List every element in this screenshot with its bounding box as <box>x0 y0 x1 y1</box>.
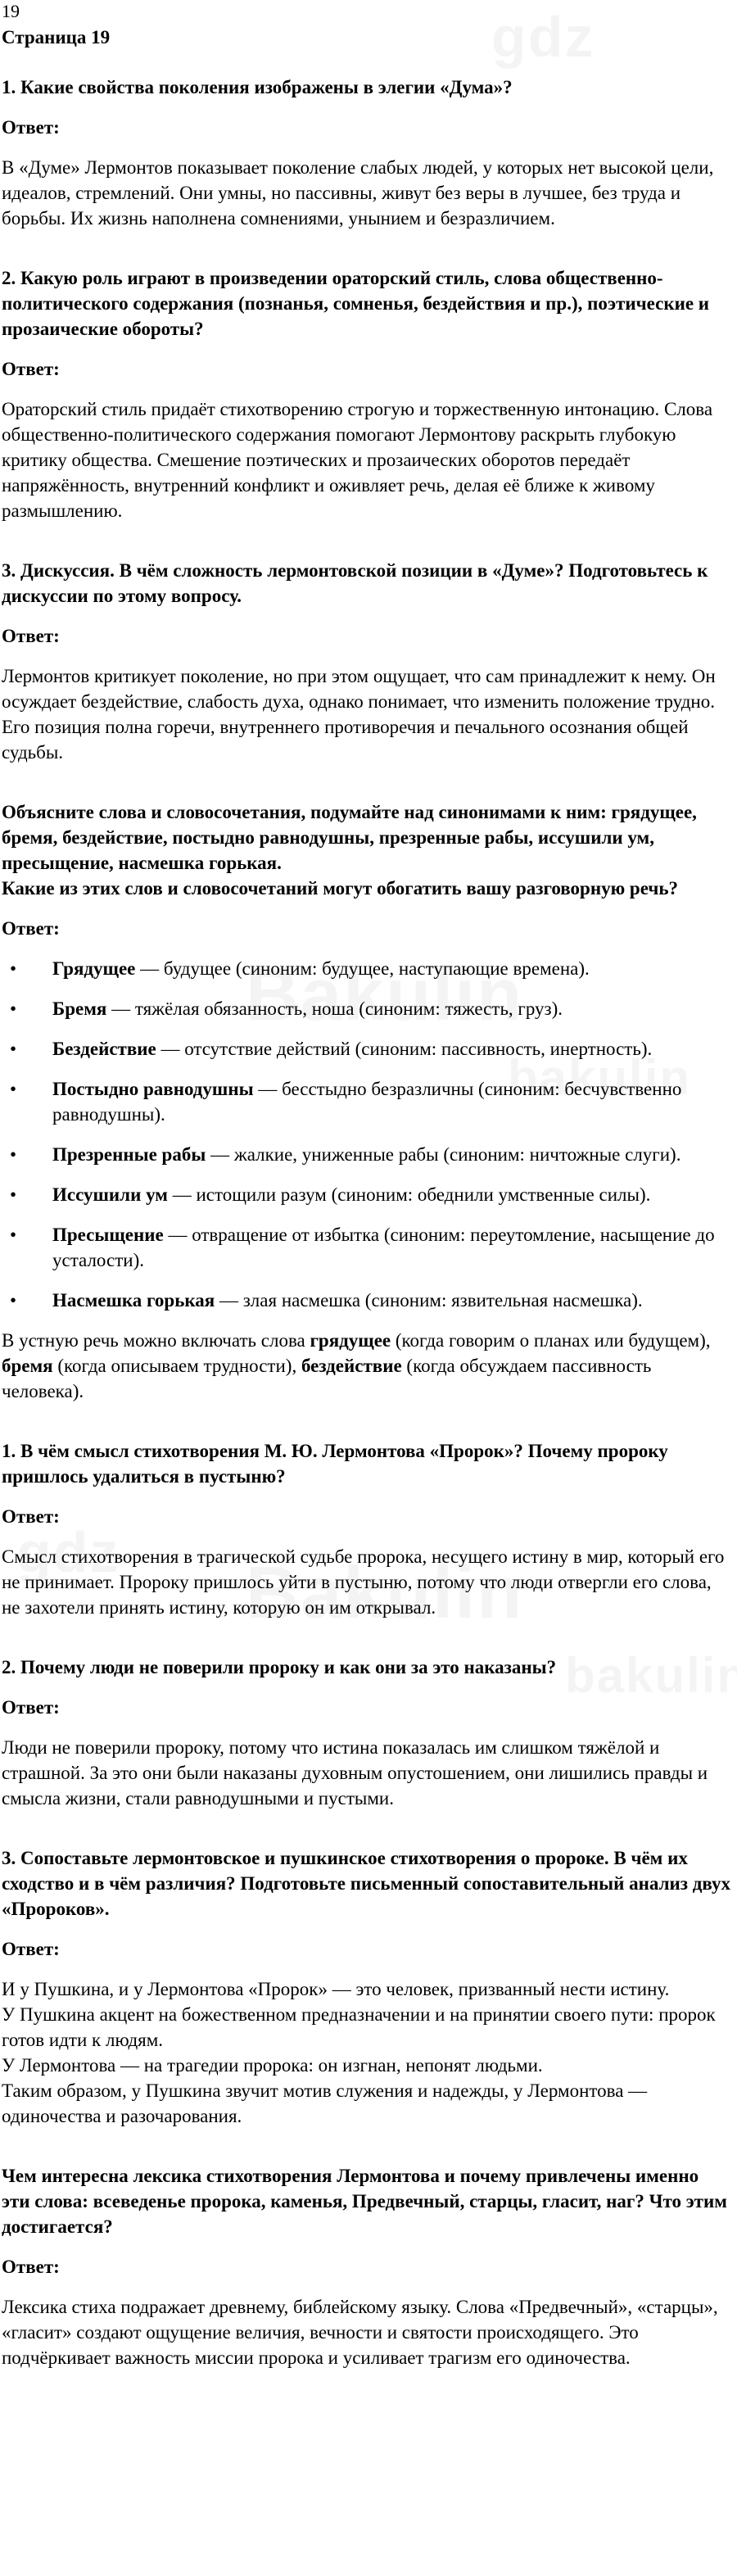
answer-text: Лексика стиха подражает древнему, библейскому языку. Слова «Предвечный», «старцы», «гласит» создают ощущение величия, вечности и святости происходящего. Это подчёркивает важность миссии пророка и усиливает трагизм его одиночества. <box>2 2297 718 2368</box>
summary-term: грядущее <box>310 1330 391 1351</box>
answer-text: Ораторский стиль придаёт стихотворению строгую и торжественную интонацию. Слова общественно-политического содержания помогают Лермонтову раскрыть глубокую критику общества. Смешение поэтических и прозаических оборотов передаёт напряжённость, внутренний конфликт и оживляет речь, делая её ближе к живому размышлению. <box>2 399 713 521</box>
definition: — бесстыдно безразличны (синоним: бесчувственно равнодушны). <box>52 1079 682 1125</box>
summary-text: (когда обсуждаем пассивность человека). <box>2 1356 652 1401</box>
definition: — тяжёлая обязанность, ноша (синоним: тяжесть, груз). <box>106 998 563 1019</box>
summary-term: бремя <box>2 1356 53 1376</box>
question: 3. Дискуссия. В чём сложность лермонтовской позиции в «Думе»? Подготовьтесь к дискуссии по этому вопросу. <box>2 560 708 606</box>
answer-line: У Пушкина акцент на божественном предназначении и на принятии своего пути: пророк готов идти к людям. <box>2 2004 716 2050</box>
answer-summary <box>2 1328 730 1404</box>
answer-text: В «Думе» Лермонтов показывает поколение слабых людей, у которых нет высокой цели, идеалов, стремлений. Они умны, но пассивны, живут без веры в лучшее, без труда и борьбы. Их жизнь наполнена сомнениями, унынием и безразличием. <box>2 157 714 229</box>
question: 2. Почему люди не поверили пророку и как они за это наказаны? <box>2 1657 557 1677</box>
answer-line: Таким образом, у Пушкина звучит мотив служения и надежды, у Лермонтова — одиночества и разочарования. <box>2 2080 648 2126</box>
answer-label: Ответ: <box>2 1697 60 1718</box>
question: 1. В чём смысл стихотворения М. Ю. Лермонтова «Пророк»? Почему пророку пришлось удалиться в пустыню? <box>2 1441 668 1487</box>
question-line: Какие из этих слов и словосочетаний могут обогатить вашу разговорную речь? <box>2 878 678 899</box>
term: Насмешка горькая <box>52 1290 215 1311</box>
summary-text: В устную речь можно включать слова <box>2 1330 310 1351</box>
page-title: Страница 19 <box>2 27 111 48</box>
term: Иссушили ум <box>52 1184 168 1205</box>
answer-text: Лермонтов критикует поколение, но при этом ощущает, что сам принадлежит к нему. Он осуждает бездействие, слабость духа, однако понимает, что изменить положение трудно. Его позиция полна горечи, внутреннего противоречия и печального осознания общей судьбы. <box>2 666 716 763</box>
definition: — отсутствие действий (синоним: пассивность, инертность). <box>156 1039 653 1059</box>
list-item <box>2 1288 730 1313</box>
definition-list <box>2 956 730 1313</box>
question: 2. Какую роль играют в произведении ораторский стиль, слова общественно-политического содержания (познанья, сомненья, бездействия и пр.), поэтические и прозаические обороты? <box>2 268 710 339</box>
answer-label: Ответ: <box>2 626 60 646</box>
list-item <box>2 1036 730 1062</box>
page-number: 19 <box>2 1 20 21</box>
list-item <box>2 956 730 981</box>
answer-line: И у Пушкина, и у Лермонтова «Пророк» — это человек, призванный нести истину. <box>2 1979 670 1999</box>
question <box>2 799 730 901</box>
list-item <box>2 1076 730 1127</box>
term: Грядущее <box>52 958 136 979</box>
definition: — будущее (синоним: будущее, наступающие времена). <box>135 958 590 979</box>
list-item <box>2 1222 730 1273</box>
term: Постыдно равнодушны <box>52 1079 254 1099</box>
definition: — отвращение от избытка (синоним: переутомление, насыщение до усталости). <box>52 1225 715 1270</box>
definition: — жалкие, униженные рабы (синоним: ничтожные слуги). <box>206 1144 681 1165</box>
summary-term: бездействие <box>301 1356 402 1376</box>
question: Чем интересна лексика стихотворения Лермонтова и почему привлечены именно эти слова: всеведенье пророка, каменья, Предвечный, старцы, гласит, наг? Что этим достигается? <box>2 2166 727 2237</box>
summary-text: (когда говорим о планах или будущем), <box>391 1330 711 1351</box>
list-item <box>2 1182 730 1207</box>
definition: — злая насмешка (синоним: язвительная насмешка). <box>215 1290 643 1311</box>
term: Бездействие <box>52 1039 156 1059</box>
answer-label: Ответ: <box>2 117 60 138</box>
answer-label: Ответ: <box>2 918 60 939</box>
term: Бремя <box>52 998 107 1019</box>
answer-text <box>2 1976 730 2129</box>
question: 1. Какие свойства поколения изображены в элегии «Дума»? <box>2 77 513 97</box>
summary-text: (когда описываем трудности), <box>52 1356 301 1376</box>
answer-label: Ответ: <box>2 1939 60 1959</box>
answer-label: Ответ: <box>2 1506 60 1527</box>
answer-label: Ответ: <box>2 2257 60 2277</box>
answer-text: Люди не поверили пророку, потому что истина показалась им слишком тяжёлой и страшной. За это они были наказаны духовным опустошением, они лишились правды и смысла жизни, стали равнодушными и пустыми. <box>2 1737 708 1809</box>
answer-line: У Лермонтова — на трагедии пророка: он изгнан, непонят людьми. <box>2 2055 543 2076</box>
list-item <box>2 996 730 1021</box>
term: Пресыщение <box>52 1225 164 1245</box>
question-line: Объясните слова и словосочетания, подумайте над синонимами к ним: грядущее, бремя, бездействие, постыдно равнодушны, презренные рабы, иссушили ум, пресыщение, насмешка горькая. <box>2 802 697 873</box>
answer-text: Смысл стихотворения в трагической судьбе пророка, несущего истину в мир, который его не принимает. Пророку пришлось уйти в пустыню, потому что люди отвергли его слова, не захотели принять истину, которую он им открывал. <box>2 1546 725 1618</box>
list-item <box>2 1142 730 1167</box>
answer-label: Ответ: <box>2 359 60 379</box>
term: Презренные рабы <box>52 1144 206 1165</box>
question: 3. Сопоставьте лермонтовское и пушкинское стихотворения о пророке. В чём их сходство и в чём различия? Подготовьте письменный сопоставительный анализ двух «Пророков». <box>2 1848 731 1919</box>
definition: — истощили разум (синоним: обеднили умственные силы). <box>167 1184 651 1205</box>
